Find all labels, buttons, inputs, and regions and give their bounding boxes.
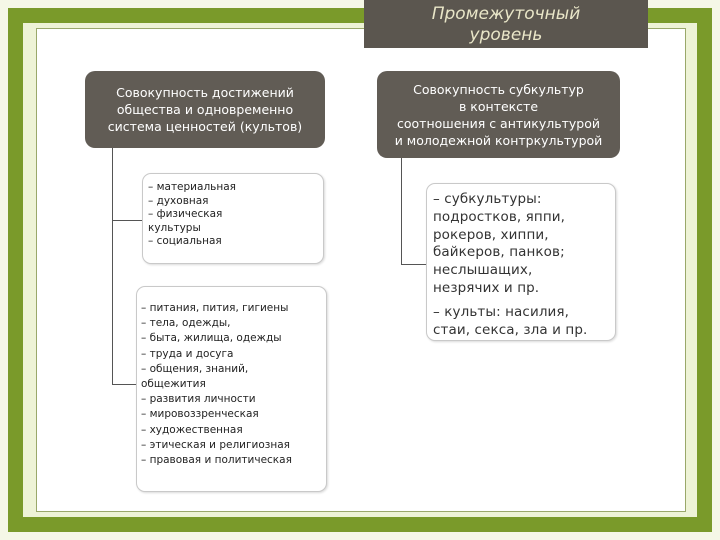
left-header-line: общества и одновременно	[116, 102, 294, 117]
list-item: незрячих и пр.	[433, 279, 540, 296]
left-header-box	[85, 71, 325, 148]
subcultures-box	[426, 183, 616, 341]
list-item: – социальная	[148, 235, 222, 247]
list-item: – физическая	[148, 208, 223, 220]
list-item: – развития личности	[141, 393, 256, 406]
list-item: подростков, яппи,	[433, 208, 566, 225]
list-item: – тела, одежды,	[141, 317, 231, 330]
list-item: – быта, жилища, одежды	[141, 332, 282, 345]
right-header-box	[377, 71, 620, 158]
list-item: стаи, секса, зла и пр.	[433, 321, 588, 338]
list-item: – этическая и религиозная	[141, 438, 290, 451]
left-header-line: Совокупность достижений	[116, 85, 294, 100]
left-connector-vertical	[112, 148, 113, 385]
list-item: – культы: насилия,	[433, 303, 570, 320]
list-item: – правовая и политическая	[141, 454, 292, 467]
right-header-line: и молодежной контркультурой	[394, 132, 603, 148]
list-item: – общения, знаний,	[141, 362, 249, 375]
left-header-line: система ценностей (культов)	[107, 119, 303, 134]
list-item: – труда и досуга	[141, 347, 234, 360]
right-header-line: Совокупность субкультур	[413, 81, 584, 97]
list-item: рокеров, хиппи,	[433, 226, 549, 243]
list-item: – субкультуры:	[433, 191, 542, 207]
title-line: уровень	[469, 25, 543, 45]
list-item: – мировоззренческая	[141, 408, 259, 421]
list-item: – духовная	[148, 194, 209, 207]
list-item: – питания, пития, гигиены	[141, 302, 289, 314]
list-item: байкеров, панков;	[433, 244, 565, 261]
slide-title	[364, 0, 648, 48]
list-item: общежития	[141, 378, 206, 391]
list-item: неслышащих,	[433, 262, 533, 279]
left-connector-branch-1	[112, 220, 142, 221]
right-header-line: в контексте	[458, 98, 539, 114]
right-header-line: соотношения с антикультурой	[397, 115, 600, 131]
culture-types-box	[142, 173, 324, 264]
left-connector-branch-2	[112, 384, 136, 385]
list-item: – материальная	[148, 181, 236, 193]
list-item: культуры	[148, 221, 201, 234]
right-connector-vertical	[401, 158, 402, 265]
list-item: – художественная	[141, 423, 243, 436]
culture-spheres-box	[136, 286, 327, 492]
right-connector-branch	[401, 264, 426, 265]
title-line: Промежуточный	[431, 4, 581, 24]
